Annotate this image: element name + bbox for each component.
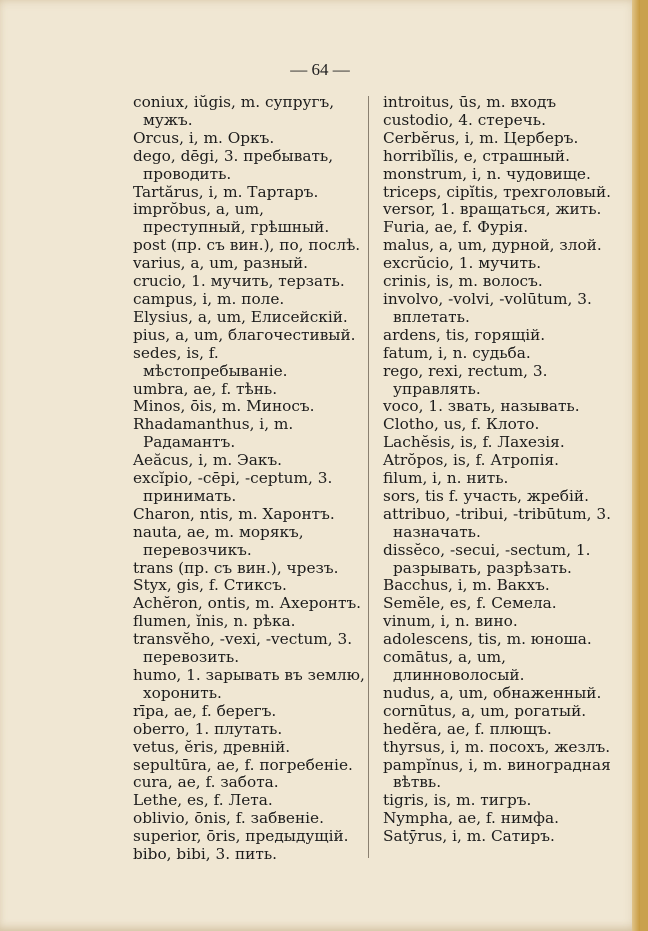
vocabulary-entry: rīpa, ae, f. берегъ.	[133, 701, 277, 720]
vocabulary-entry: filum, i, n. нить.	[383, 469, 509, 488]
vocabulary-entry: flumen, ĭnis, n. рѣка.	[133, 612, 296, 631]
left-column	[133, 94, 368, 864]
vocabulary-entry: sepultūra, ae, f. погребеніе.	[133, 755, 353, 774]
vocabulary-entry: custodio, 4. стеречь.	[383, 110, 546, 129]
vocabulary-entry: dissĕco, -secui, -sectum, 1. разрывать, разрѣзать.	[383, 540, 591, 577]
vocabulary-entry: crucio, 1. мучить, терзать.	[133, 272, 345, 291]
vocabulary-entry: Orcus, i, m. Оркъ.	[133, 128, 275, 147]
vocabulary-entry: umbra, ae, f. тѣнь.	[133, 379, 278, 398]
vocabulary-entry: dego, dēgi, 3. пребывать, проводить.	[133, 146, 334, 183]
vocabulary-entry: Semĕle, es, f. Семела.	[383, 594, 557, 613]
vocabulary-entry: voco, 1. звать, называть.	[383, 397, 580, 416]
page-edge	[632, 0, 640, 931]
vocabulary-entry: fatum, i, n. судьба.	[383, 343, 531, 362]
vocabulary-entry: excrŭcio, 1. мучить.	[383, 254, 542, 273]
vocabulary-entry: sedes, is, f. мѣстопребываніе.	[133, 343, 288, 380]
vocabulary-entry: Elysius, a, um, Елисейскій.	[133, 307, 348, 326]
vocabulary-entry: excĭpio, -cēpi, -ceptum, 3. принимать.	[133, 469, 333, 505]
vocabulary-entry: imprŏbus, a, um, преступный, грѣшный.	[133, 200, 330, 237]
vocabulary-entry: coniux, iŭgis, m. супругъ, мужъ.	[133, 93, 335, 129]
vocabulary-entry: nauta, ae, m. морякъ, перевозчикъ.	[133, 522, 304, 559]
vocabulary-entry: oberro, 1. плутать.	[133, 719, 283, 738]
vocabulary-entry: Minos, ōis, m. Миносъ.	[133, 397, 315, 416]
vocabulary-entry: hedĕra, ae, f. плющъ.	[383, 719, 552, 738]
vocabulary-entry: Rhadamanthus, i, m. Радамантъ.	[133, 415, 294, 452]
vocabulary-entry: thyrsus, i, m. посохъ, жезлъ.	[383, 737, 611, 756]
vocabulary-entry: humo, 1. зарывать въ землю, хоронить.	[133, 666, 365, 702]
page-number: — 64 —	[290, 60, 350, 79]
vocabulary-entry: campus, i, m. поле.	[133, 289, 285, 308]
vocabulary-entry: ardens, tis, горящій.	[383, 325, 546, 344]
vocabulary-entry: cura, ae, f. забота.	[133, 773, 279, 792]
vocabulary-entry: Bacchus, i, m. Вакхъ.	[383, 576, 550, 595]
vocabulary-entry: monstrum, i, n. чудовище.	[383, 164, 591, 183]
vocabulary-entry: vetus, ĕris, древній.	[133, 737, 291, 756]
vocabulary-entry: transvĕho, -vexi, -vectum, 3. перевозить.	[133, 630, 353, 667]
vocabulary-entry: oblivio, ōnis, f. забвеніе.	[133, 809, 324, 828]
vocabulary-entry: introitus, ūs, m. входъ	[383, 93, 557, 111]
vocabulary-entry: bibo, bibi, 3. пить.	[133, 845, 278, 864]
vocabulary-entry: post (пр. съ вин.), по, послѣ.	[133, 236, 361, 255]
vocabulary-entry: Atrŏpos, is, f. Атропія.	[383, 451, 559, 470]
vocabulary-entry: Satȳrus, i, m. Сатиръ.	[383, 827, 555, 846]
vocabulary-entry: adolescens, tis, m. юноша.	[383, 630, 592, 649]
vocabulary-entry: rego, rexi, rectum, 3. управлять.	[383, 361, 548, 398]
vocabulary-entry: Tartărus, i, m. Тартаръ.	[133, 182, 319, 201]
vocabulary-entry: pius, a, um, благочестивый.	[133, 325, 356, 344]
vocabulary-entry: Furia, ae, f. Фурія.	[383, 218, 529, 237]
vocabulary-entry: tigris, is, m. тигръ.	[383, 791, 532, 810]
vocabulary-entry: Lachĕsis, is, f. Лахезія.	[383, 433, 565, 452]
vocabulary-entry: cornūtus, a, um, рогатый.	[383, 701, 587, 720]
vocabulary-entry: versor, 1. вращаться, жить.	[383, 200, 602, 219]
vocabulary-entry: Clotho, us, f. Клото.	[383, 415, 540, 434]
vocabulary-entry: Cerbĕrus, i, m. Церберъ.	[383, 128, 579, 147]
vocabulary-entry: Achĕron, ontis, m. Ахеронтъ.	[133, 594, 362, 613]
column-divider	[368, 96, 369, 858]
vocabulary-entry: attribuo, -tribui, -tribūtum, 3. назначать.	[383, 504, 611, 541]
vocabulary-entry: nudus, a, um, обнаженный.	[383, 683, 602, 702]
vocabulary-entry: malus, a, um, дурной, злой.	[383, 236, 602, 255]
right-column	[383, 94, 629, 846]
vocabulary-entry: Aeăcus, i, m. Эакъ.	[133, 451, 283, 470]
vocabulary-entry: triceps, cipĭtis, трехголовый.	[383, 182, 612, 201]
vocabulary-entry: Charon, ntis, m. Харонтъ.	[133, 504, 335, 523]
vocabulary-entry: Nympha, ae, f. нимфа.	[383, 809, 560, 828]
vocabulary-entry: pampĭnus, i, m. виноградная вѣтвь.	[383, 755, 611, 792]
vocabulary-entry: vinum, i, n. вино.	[383, 612, 518, 631]
vocabulary-entry: Lethe, es, f. Лета.	[133, 791, 273, 810]
vocabulary-entry: horribĭlis, e, страшный.	[383, 146, 570, 165]
vocabulary-entry: superior, ōris, предыдущій.	[133, 827, 349, 846]
vocabulary-entry: varius, a, um, разный.	[133, 254, 309, 273]
vocabulary-entry: crinis, is, m. волосъ.	[383, 272, 543, 291]
vocabulary-entry: sors, tis f. участь, жребій.	[383, 486, 589, 505]
vocabulary-entry: trans (пр. съ вин.), чрезъ.	[133, 558, 339, 577]
vocabulary-entry: involvo, -volvi, -volūtum, 3. вплетать.	[383, 289, 592, 326]
vocabulary-entry: Styx, gis, f. Стиксъ.	[133, 576, 287, 595]
vocabulary-entry: comātus, a, um, длинноволосый.	[383, 648, 525, 684]
